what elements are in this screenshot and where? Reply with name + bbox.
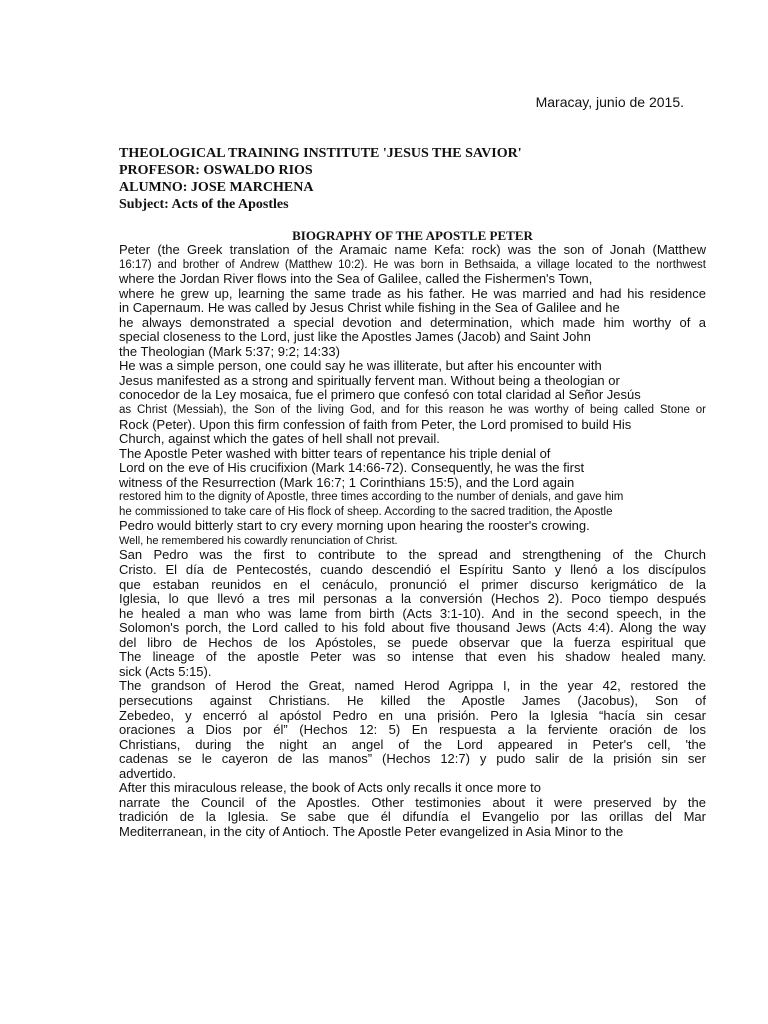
body-line: tradición de la Iglesia. Se sabe que él difundía el Evangelio por las orillas del Mar	[119, 810, 706, 825]
subject-line: Subject: Acts of the Apostles	[119, 197, 289, 212]
biography-title: BIOGRAPHY OF THE APOSTLE PETER	[292, 228, 533, 243]
body-line: in Capernaum. He was called by Jesus Christ while fishing in the Sea of Galilee and he	[119, 301, 620, 316]
body-line: 16:17) and brother of Andrew (Matthew 10:2). He was born in Bethsaida, a village located to the northwest	[119, 258, 706, 271]
body-line: advertido.	[119, 766, 177, 781]
body-line: The grandson of Herod the Great, named Herod Agrippa I, in the year 42, restored the	[119, 679, 706, 694]
body-line: he commissioned to take care of His flock of sheep. According to the sacred tradition, the Apostle	[119, 505, 613, 518]
body-line: Rock (Peter). Upon this firm confession of faith from Peter, the Lord promised to build His	[119, 417, 632, 432]
body-line: Solomon's porch, the Lord called to his fold about five thousand Jews (Acts 4:4). Along the way	[119, 621, 706, 636]
body-line: restored him to the dignity of Apostle, three times according to the number of denials, and gave him	[119, 491, 624, 504]
body-line: as Christ (Messiah), the Son of the living God, and for this reason he was worthy of being called Stone or	[119, 404, 706, 417]
body-line: persecutions against Christians. He killed the Apostle James (Jacobus), Son of	[119, 693, 706, 708]
body-line: he healed a man who was lame from birth (Acts 3:1-10). And in the second speech, in the	[119, 606, 706, 621]
body-line: Christians, during the night an angel of the Lord appeared in Peter's cell, 'the	[119, 737, 706, 752]
body-line: After this miraculous release, the book of Acts only recalls it once more to	[119, 781, 541, 796]
body-line: narrate the Council of the Apostles. Other testimonies about it were preserved by the	[119, 795, 706, 810]
body-line: where he grew up, learning the same trade as his father. He was married and had his residence	[119, 286, 706, 301]
body-line: Peter (the Greek translation of the Aramaic name Kefa: rock) was the son of Jonah (Matthew	[119, 243, 706, 257]
body-line: where the Jordan River flows into the Sea of Galilee, called the Fishermen's Town,	[119, 272, 593, 287]
student-line: ALUMNO: JOSE MARCHENA	[119, 180, 314, 195]
biography-body	[119, 243, 706, 839]
institute-name: THEOLOGICAL TRAINING INSTITUTE 'JESUS THE SAVIOR'	[119, 146, 522, 161]
body-line: Well, he remembered his cowardly renunciation of Christ.	[119, 534, 398, 547]
body-line: special closeness to the Lord, just like the Apostles James (Jacob) and Saint John	[119, 330, 591, 345]
body-line: the Theologian (Mark 5:37; 9:2; 14:33)	[119, 344, 340, 359]
date-line: Maracay, junio de 2015.	[535, 94, 684, 110]
body-line: Cristo. El día de Pentecostés, cuando descendió el Espíritu Santo y llenó a los discípulos	[119, 563, 706, 578]
body-line: Mediterranean, in the city of Antioch. The Apostle Peter evangelized in Asia Minor to the	[119, 824, 624, 839]
body-line: he always demonstrated a special devotion and determination, which made him worthy of a	[119, 315, 706, 330]
body-line: The lineage of the apostle Peter was so intense that even his shadow healed many.	[119, 650, 706, 665]
body-line: witness of the Resurrection (Mark 16:7; 1 Corinthians 15:5), and the Lord again	[119, 475, 575, 490]
body-line: The Apostle Peter washed with bitter tears of repentance his triple denial of	[119, 446, 551, 461]
body-line: Church, against which the gates of hell shall not prevail.	[119, 432, 440, 447]
body-line: He was a simple person, one could say he was illiterate, but after his encounter with	[119, 359, 602, 374]
body-line: Iglesia, lo que llevó a tres mil personas a la conversión (Hechos 2). Poco tiempo después	[119, 592, 706, 607]
body-line: del libro de Hechos de los Apóstoles, se puede observar que la fuerza espiritual que	[119, 635, 706, 650]
body-line: San Pedro was the first to contribute to the spread and strengthening of the Church	[119, 548, 706, 563]
body-line: conocedor de la Ley mosaica, fue el primero que confesó con total claridad al Señor Jesús	[119, 388, 641, 403]
body-line: cadenas se le cayeron de las manos” (Hechos 12:7) y pudo salir de la prisión sin ser	[119, 752, 706, 767]
body-line: Lord on the eve of His crucifixion (Mark 14:66-72). Consequently, he was the first	[119, 461, 585, 476]
body-line: que estaban reunidos en el cenáculo, pronunció el primer discurso kerigmático de la	[119, 577, 706, 592]
document-header	[119, 145, 719, 213]
body-line: Jesus manifested as a strong and spiritually fervent man. Without being a theologian or	[119, 373, 620, 388]
body-line: oraciones a Dios por él” (Hechos 12: 5) En respuesta a la ferviente oración de los	[119, 723, 706, 738]
professor-line: PROFESOR: OSWALDO RIOS	[119, 163, 313, 178]
body-line: sick (Acts 5:15).	[119, 664, 212, 679]
body-line: Zebedeo, y encerró al apóstol Pedro en una prisión. Pero la Iglesia “hacía sin cesar	[119, 708, 706, 723]
body-line: Pedro would bitterly start to cry every morning upon hearing the rooster's crowing.	[119, 519, 590, 534]
